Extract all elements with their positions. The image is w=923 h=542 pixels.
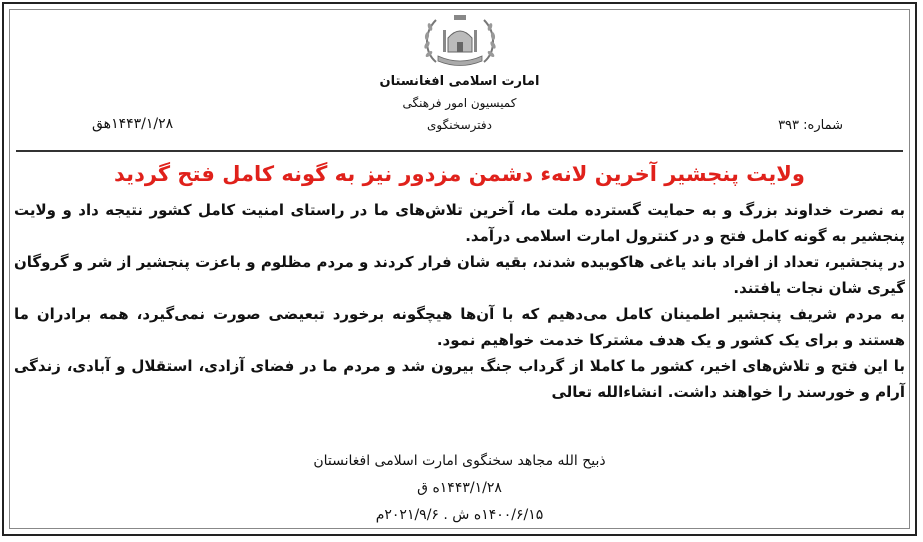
afghan-emirate-emblem-icon <box>414 12 506 68</box>
signature-block <box>4 448 915 529</box>
issuer-name: امارت اسلامی افغانستان <box>379 74 540 89</box>
signature-date-line: ۱۴۰۰/۶/۱۵ه ش . ۲۰۲۱/۹/۶م <box>375 507 544 523</box>
document-number: شماره: ۳۹۳ <box>778 118 843 133</box>
document-date: ۱۴۴۳/۱/۲۸هق <box>92 116 174 132</box>
issuer-commission: کمیسیون امور فرهنگی <box>402 96 517 110</box>
paragraph-1: به نصرت خداوند بزرگ و به حمایت گسترده ملت ما، آخرین تلاش‌های ما در راستای امنیت کامل کشور نتیجه داد و ولایت پنجشیر به گونه کامل فتح و در کنترول امارت اسلامی درآمد. <box>14 201 905 245</box>
signatory-name: ذبیح الله مجاهد سخنگوی امارت اسلامی افغانستان <box>313 453 606 469</box>
issuer-office: دفترسخنگوی <box>427 118 492 132</box>
paragraph-3: به مردم شریف پنجشیر اطمینان کامل می‌دهیم که با آن‌ها هیچگونه برخورد تبعیضی صورت نمی‌گیرد، همه برادران ما هستند و برای یک کشور و یک هدف مشترکا خدمت خواهیم نمود. <box>14 305 905 349</box>
header-divider <box>16 150 903 152</box>
document-frame <box>2 2 917 536</box>
signature-date-hijri: ۱۴۴۳/۱/۲۸ه ق <box>417 480 502 496</box>
paragraph-2: در پنجشیر، تعداد از افراد باند یاغی هاکوبیده شدند، بقیه شان فرار کردند و مردم مظلوم و باعزت پنجشیر از شر و گروگان گیری شان نجات یافتند. <box>14 253 905 297</box>
headline: ولایت پنجشیر آخرین لانهء دشمن مزدور نیز به گونه کامل فتح گردید <box>114 162 805 186</box>
statement-body <box>14 197 905 405</box>
paragraph-4: با این فتح و تلاش‌های اخیر، کشور ما کاملا از گرداب جنگ بیرون شد و مردم ما در فضای آزادی، استقلال و آبادی، زندگی آرام و خورسند را خواهند داشت. انشاءالله تعالی <box>14 357 905 401</box>
